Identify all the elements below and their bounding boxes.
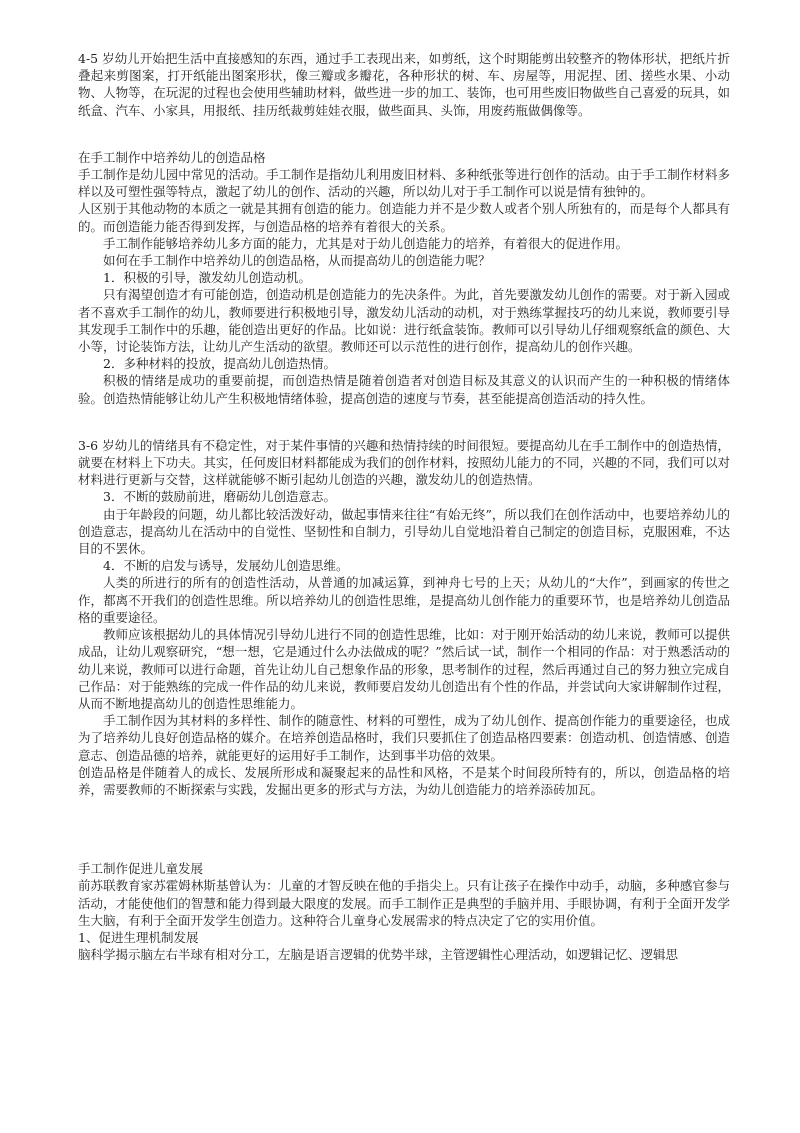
subheading: 4．不断的启发与诱导，发展幼儿创造思维。 [103,558,349,574]
section-spacer [78,119,730,149]
paragraph: 人区别于其他动物的本质之一就是其拥有创造的能力。创造能力并不是少数人或者个别人所独有的，而是每个人都具有的。而创造能力能否得到发挥，与创造品格的培养有着很大的关系。 [78,201,730,234]
intro-paragraph: 4-5 岁幼儿开始把生活中直接感知的东西，通过手工表现出来，如剪纸，这个时期能剪出较整齐的物体形状，把纸片折叠起来剪图案，打开纸能出图案形状，像三瓣或多瓣花，各种形状的树、车、房屋等，用泥捏、团、搓些水果、小动物、人物等，在玩泥的过程也会使用些辅助材料，做些进一步的加工、装饰，也可用些废旧物做些自己喜爱的玩具，如纸盒、汽车、小家具，用报纸、挂历纸裁剪娃娃衣服，做些面具、头饰，用废药瓶做偶像等。 [78,51,730,118]
subheading: 1、促进生理机制发展 [78,929,199,945]
paragraph: 前苏联教育家苏霍姆林斯基曾认为：儿童的才智反映在他的手指尖上。只有让孩子在操作中动手，动脑，多种感官参与活动，才能使他们的智慧和能力得到最大限度的发展。而手工制作正是典型的手脑并用、手眼协调，有利于全面开发学生大脑，有利于全面开发学生创造力。这种符合儿童身心发展需求的特点决定了它的实用价值。 [78,878,730,928]
subheading: 1．积极的引导，激发幼儿创造动机。 [103,270,311,286]
paragraph: 只有渴望创造才有可能创造，创造动机是创造能力的先决条件。为此，首先要激发幼儿创作的需要。对于新入园或者不喜欢手工制作的幼儿，教师要进行积极地引导，激发幼儿活动的动机，对于熟练掌握技巧的幼儿来说，教师要引导其发现手工制作中的乐趣，能创造出更好的作品。比如说：进行纸盒装饰。教师可以引导幼儿仔细观察纸盒的颜色、大小等，讨论装饰方法，让幼儿产生活动的欲望。教师还可以示范性的进行创作，提高幼儿的创作兴趣。 [78,287,730,355]
paragraph: 积极的情绪是成功的重要前提，而创造热情是随着创造者对创造目标及其意义的认识而产生的一种积极的情绪体验。创造热情能够让幼儿产生积极地情绪体验，提高创造的速度与节奏，甚至能提高创造活动的持久性。 [78,373,730,406]
section-spacer [78,407,730,437]
subheading: 3．不断的鼓励前进，磨砺幼儿创造意志。 [103,489,336,505]
section-title-creative-character: 在手工制作中培养幼儿的创造品格 [78,149,266,165]
paragraph: 手工制作因为其材料的多样性、制作的随意性、材料的可塑性，成为了幼儿创作、提高创作能力的重要途径，也成为了培养幼儿良好创造品格的媒介。在培养创造品格时，我们只要抓住了创造品格四要素：创造动机、创造情感、创造意志、创造品德的培养，就能更好的运用好手工制作，达到事半功倍的效果。 [78,713,730,763]
section-spacer [78,798,730,860]
paragraph: 手工制作是幼儿园中常见的活动。手工制作是指幼儿利用废旧材料、多种纸张等进行创作的活动。由于手工制作材料多样以及可塑性强等特点，激起了幼儿的创作、活动的兴趣，所以幼儿对于手工制作可以说是情有独钟的。 [78,167,730,200]
paragraph: 创造品格是伴随着人的成长、发展所形成和凝聚起来的品性和风格，不是某个时间段所特有的，所以，创造品格的培养，需要教师的不断探索与实践，发掘出更多的形式与方法，为幼儿创造能力的培养添砖加瓦。 [78,764,730,797]
paragraph: 3-6 岁幼儿的情绪具有不稳定性，对于某件事情的兴趣和热情持续的时间很短。要提高幼儿在手工制作中的创造热情，就要在材料上下功夫。其实，任何废旧材料都能成为我们的创作材料，按照幼儿能力的不同，兴趣的不同，我们可以对材料进行更新与交替，这样就能够不断引起幼儿创造的兴趣，激发幼儿的创造热情。 [78,437,730,488]
paragraph: 如何在手工制作中培养幼儿的创造品格，从而提高幼儿的创造能力呢？ [103,253,491,269]
document-page [78,50,730,963]
paragraph: 手工制作能够培养幼儿多方面的能力，尤其是对于幼儿创造能力的培养，有着很大的促进作用。 [103,235,629,251]
paragraph: 脑科学揭示脑左右半球有相对分工，左脑是语言逻辑的优势半球，主管逻辑性心理活动，如逻辑记忆、逻辑思 [78,947,679,963]
subheading: 2．多种材料的投放，提高幼儿创造热情。 [103,356,336,372]
paragraph: 教师应该根据幼儿的具体情况引导幼儿进行不同的创造性思维，比如：对于刚开始活动的幼儿来说，教师可以提供成品，让幼儿观察研究，“想一想，它是通过什么办法做成的呢？”然后试一试，制作一个相同的作品：对于熟悉活动的幼儿来说，教师可以进行命题，首先让幼儿自己想象作品的形象，思考制作的过程，然后再通过自己的努力独立完成自己作品：对于能熟练的完成一件作品的幼儿来说，教师要启发幼儿创造出有个性的作品，并尝试向大家讲解制作过程，从而不断地提高幼儿的创造性思维能力。 [78,627,730,711]
paragraph: 人类的所进行的所有的创造性活动，从普通的加减运算，到神舟七号的上天；从幼儿的“大作”，到画家的传世之作，都离不开我们的创造性思维。所以培养幼儿的创造性思维，是提高幼儿创作能力的重要环节，也是培养幼儿创造品格的重要途径。 [78,575,730,625]
section-title-child-development: 手工制作促进儿童发展 [78,861,204,877]
paragraph: 由于年龄段的问题，幼儿都比较活泼好动，做起事情来往往“有始无终”，所以我们在创作活动中，也要培养幼儿的创造意志，提高幼儿在活动中的自觉性、坚韧性和自制力，引导幼儿自觉地沿着自己制定的创造目标，克服困难，不达目的不罢休。 [78,506,730,557]
